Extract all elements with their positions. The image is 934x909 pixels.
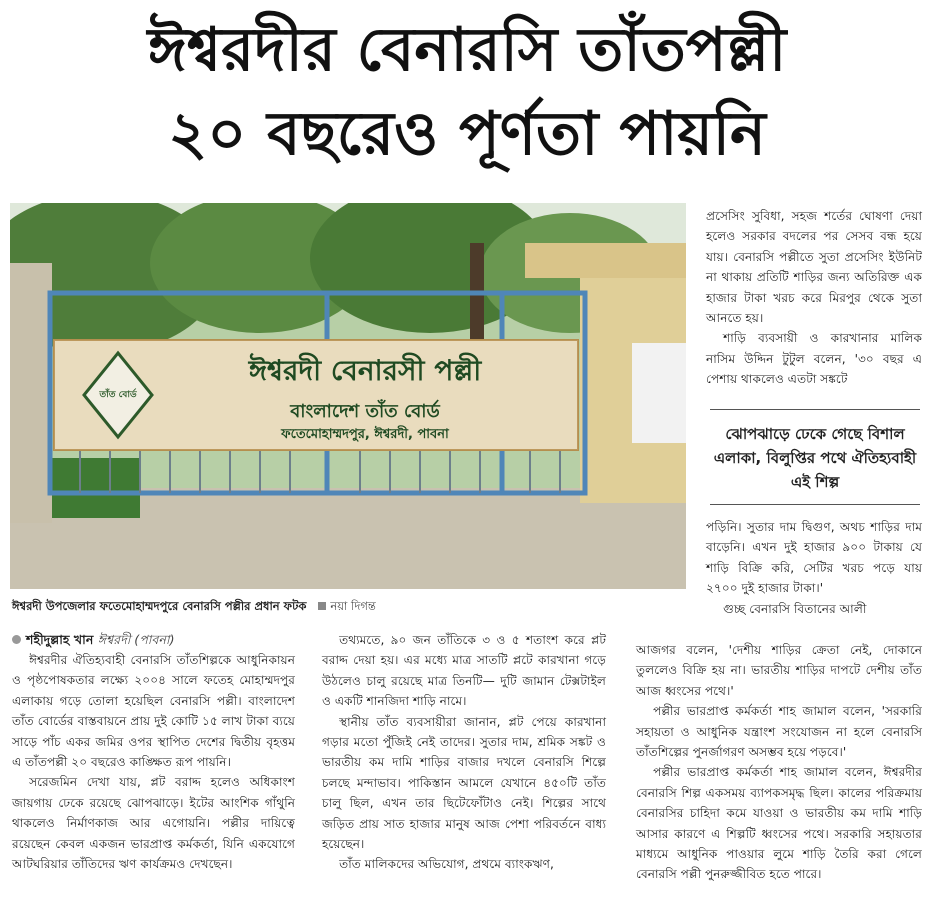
col3-top-paragraph-1: প্রসেসিং সুবিধা, সহজ শর্তের ঘোষণা দেয়া হলেও সরকার বদলের পর সেসব বন্ধ হয়ে যায়। বেনারসি পল্লীতে সুতা প্রসেসিং ইউনিট না থাকায় প্রতিটি শাড়ির জন্য অতিরিক্ত এক হাজার টাকা খরচ করে মিরপুর থেকে সুতা আনতে হয়। (706, 209, 922, 326)
logo-text: তাঁত বোর্ড (99, 390, 137, 400)
col3-bottom-paragraph-1: আজগর বলেন, 'দেশীয় শাড়ির ক্রেতা নেই, দোকানে তুললেও বিক্রি হয় না। ভারতীয় শাড়ির দাপটে দেশীয় তাঁত আজ ধ্বংসের পথে।' (636, 643, 922, 698)
headline-line-1: ঈশ্বরদীর বেনারসি তাঁতপল্লী (147, 15, 787, 85)
col3-mid-paragraph-1: পড়িনি। সুতার দাম দ্বিগুণ, অথচ শাড়ির দাম বাড়েনি। এখন দুই হাজার ৯০০ টাকায় যে শাড়ি বিক্রি করি, সেটির খরচ পড়ে যায় ২৭০০ দুই হাজার টাকা।' (706, 520, 922, 596)
col2-paragraph-1: তথ্যমতে, ৯০ জন তাঁতিকে ৩ ও ৫ শতাংশ করে প্লট বরাদ্দ দেয়া হয়। এর মধ্যে মাত্র সাতটি প্লটে কারখানা গড়ে উঠলেও চালু রয়েছে মাত্র তিনটি— দুটি জামান টেক্সটাইল ও একটি শানজিদা শাড়ি নামে। (322, 633, 606, 709)
article-photo (10, 203, 686, 589)
pull-quote: ঝোপঝাড়ে ঢেকে গেছে বিশাল এলাকা, বিলুপ্তির পথে ঐতিহ্যবাহী এই শিল্প (710, 409, 920, 505)
photo-credit: নয়া দিগন্ত (330, 599, 376, 613)
col3-mid-paragraph-2: গুচ্ছ বেনারসি বিতানের আলী (723, 601, 867, 616)
article-column-3-bottom (636, 640, 922, 885)
col3-bottom-paragraph-2: পল্লীর ভারপ্রাপ্ত কর্মকর্তা শাহ জামাল বলেন, 'সরকারি সহায়তা ও আধুনিক যন্ত্রাংশ সংযোজন না হলে বেনারসি তাঁতশিল্পের পুনর্জাগরণ অসম্ভব হয়ে পড়বে।' (636, 704, 922, 760)
gate-sign-title: ঈশ্বরদী বেনারসী পল্লী (248, 354, 482, 387)
photo-caption (12, 598, 682, 618)
col1-paragraph-1: ঈশ্বরদীর ঐতিহ্যবাহী বেনারসি তাঁতশিল্পকে আধুনিকায়ন ও পৃষ্ঠপোষকতার লক্ষ্যে ২০০৪ সালে ফতেহ মোহাম্মদপুর এলাকায় গড়ে তোলা হয়েছিল বেনারসি পল্লী। বাংলাদেশ তাঁত বোর্ডের বাস্তবায়নে প্রায় দুই কোটি ১৫ লাখ টাকা ব্যয়ে সাড়ে পাঁচ একর জমির ওপর স্থাপিত দেশের দ্বিতীয় বৃহত্তম এ তাঁতপল্লী ২০ বছরেও কাঙ্ক্ষিত রূপ পায়নি। (12, 653, 295, 770)
square-bullet-icon (318, 602, 326, 610)
article-column-1 (12, 630, 295, 874)
article-column-2 (322, 630, 606, 875)
caption-text: ঈশ্বরদী উপজেলার ফতেমোহাম্মদপুরে বেনারসি পল্লীর প্রধান ফটক (12, 599, 307, 613)
byline (12, 630, 295, 650)
bullet-icon (12, 635, 21, 644)
col2-paragraph-3: তাঁত মালিকদের অভিযোগ, প্রথমে ব্যাংকঋণ, (339, 857, 554, 872)
byline-author: শহীদুল্লাহ খান (26, 632, 94, 647)
gate-sign-address: ফতেমোহাম্মদপুর, ঈশ্বরদী, পাবনা (281, 427, 449, 442)
headline (0, 8, 934, 176)
headline-line-2: ২০ বছরেও পূর্ণতা পায়নি (168, 99, 766, 169)
col3-bottom-paragraph-3: পল্লীর ভারপ্রাপ্ত কর্মকর্তা শাহ জামাল বলেন, ঈশ্বরদীর বেনারসি শিল্প একসময় ব্যাপকসমৃদ্ধ ছিল। কালের পরিক্রমায় বেনারসির চাহিদা কমে যাওয়া ও ভারতীয় কম দামি শাড়ি আসার কারণে এ শিল্পটি ধ্বংসের পথে। সরকারি সহায়তার মাধ্যমে আধুনিক পাওয়ার লুমে শাড়ি তৈরি করা গেলে বেনারসি পল্লী পুনরুজ্জীবিত হতে পারে। (636, 765, 922, 882)
byline-place: ঈশ্বরদী (পাবনা) (97, 632, 175, 647)
col1-paragraph-2: সরেজমিন দেখা যায়, প্লট বরাদ্দ হলেও অধিকাংশ জায়গায় ঢেকে রয়েছে ঝোপঝাড়ে। ইটের আংশিক গাঁথুনি থাকলেও নির্মাণকাজ আর এগোয়নি। পল্লীর দায়িত্বে রয়েছেন কেবল একজন ভারপ্রাপ্ত কর্মকর্তা, যিনি একযোগে আটঘরিয়ার তাঁতিদের ঋণ কার্যক্রমও দেখছেন। (12, 775, 295, 872)
article-column-3-top (706, 206, 922, 390)
col3-top-paragraph-2: শাড়ি ব্যবসায়ী ও কারখানার মালিক নাসিম উদ্দিন টুটুল বলেন, '৩০ বছর এ পেশায় থাকলেও এতটা সঙ্কটে (706, 331, 922, 387)
article-column-3-middle (706, 517, 922, 619)
gate-sign-subtitle: বাংলাদেশ তাঁত বোর্ড (290, 401, 440, 422)
col2-paragraph-2: স্থানীয় তাঁত ব্যবসায়ীরা জানান, প্লট পেয়ে কারখানা গড়ার মতো পুঁজিই নেই তাদের। সুতার দাম, শ্রমিক সঙ্কট ও ভারতীয় কম দামি শাড়ির বাজার দখলে বেনারসি শিল্পে চলছে মন্দাভাব। পাকিস্তান আমলে যেখানে ৪৫০টি তাঁত চালু ছিল, এখন তার ছিটেফোঁটাও নেই। শিল্পের সাথে জড়িত প্রায় সাত হাজার মানুষ আজ পেশা পরিবর্তনে বাধ্য হয়েছেন। (322, 714, 606, 852)
